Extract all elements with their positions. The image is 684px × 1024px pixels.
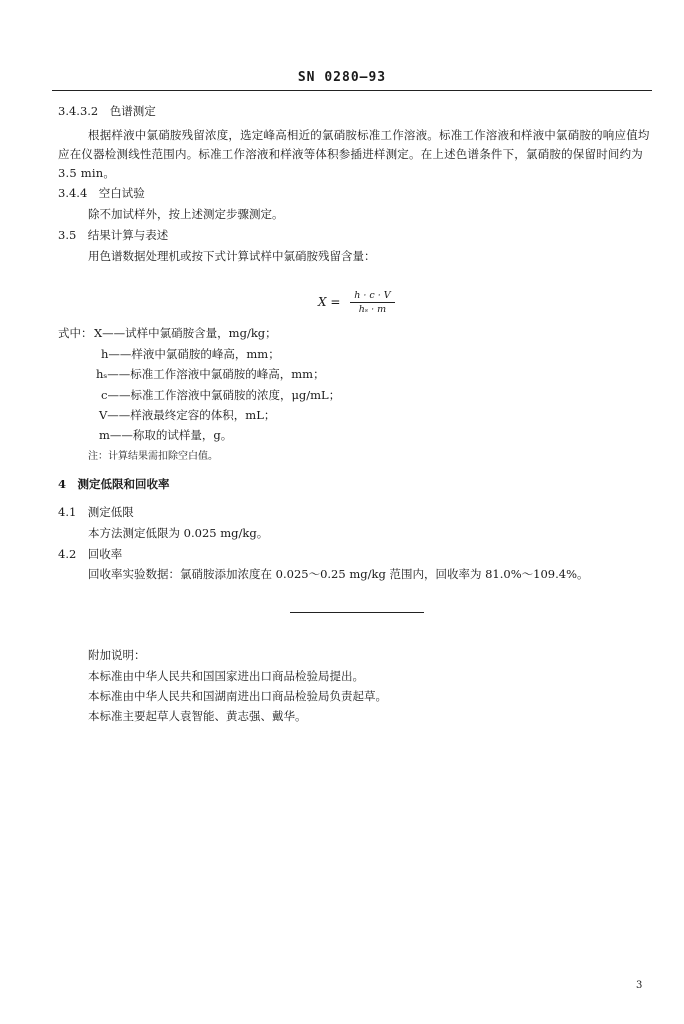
formula-numerator: h · c · V bbox=[350, 290, 394, 303]
section-3-4-4-heading: 3.4.4 空白试验 bbox=[58, 186, 145, 200]
standard-number-header: SN 0280—93 bbox=[297, 70, 387, 85]
variable-definition: X——试样中氯硝胺含量，mg/kg； bbox=[94, 326, 277, 340]
appendix-line: 本标准由中华人民共和国湖南进出口商品检验局负责起草。 bbox=[88, 689, 387, 703]
where-label: 式中： bbox=[58, 326, 93, 340]
section-4-heading: 4 测定低限和回收率 bbox=[58, 477, 170, 491]
calculation-note: 注：计算结果需扣除空白值。 bbox=[88, 451, 218, 462]
calculation-formula bbox=[318, 290, 395, 315]
appendix-line: 本标准主要起草人袁智能、黄志强、戴华。 bbox=[88, 709, 307, 723]
section-3-4-4-paragraph: 除不加试样外，按上述测定步骤测定。 bbox=[88, 207, 284, 221]
formula-fraction bbox=[350, 290, 394, 315]
variable-definition: c——标准工作溶液中氯硝胺的浓度，μg/mL； bbox=[101, 388, 341, 402]
section-3-4-3-2-heading: 3.4.3.2 色谱测定 bbox=[58, 104, 156, 118]
variable-definition: h——样液中氯硝胺的峰高，mm； bbox=[101, 347, 280, 361]
variable-definition: m——称取的试样量，g。 bbox=[99, 428, 233, 442]
section-3-5-heading: 3.5 结果计算与表述 bbox=[58, 228, 169, 242]
section-4-2-paragraph: 回收率实验数据：氯硝胺添加浓度在 0.025～0.25 mg/kg 范围内，回收率为 81.0%～109.4%。 bbox=[88, 567, 589, 581]
section-4-1-paragraph: 本方法测定低限为 0.025 mg/kg。 bbox=[88, 526, 269, 540]
appendix-title: 附加说明： bbox=[88, 648, 146, 662]
section-divider bbox=[290, 612, 424, 613]
section-4-2-heading: 4.2 回收率 bbox=[58, 547, 123, 561]
section-4-1-heading: 4.1 测定低限 bbox=[58, 505, 134, 519]
variable-definition: V——样液最终定容的体积，mL； bbox=[99, 408, 276, 422]
page-number: 3 bbox=[636, 980, 643, 991]
formula-denominator: hₛ · m bbox=[358, 304, 387, 315]
section-3-5-paragraph: 用色谱数据处理机或按下式计算试样中氯硝胺残留含量： bbox=[88, 249, 376, 263]
formula-lhs: X = bbox=[318, 295, 341, 309]
variable-definition: hₛ——标准工作溶液中氯硝胺的峰高，mm； bbox=[96, 367, 325, 381]
header-rule bbox=[52, 90, 652, 91]
section-3-4-3-2-paragraph: 根据样液中氯硝胺残留浓度，选定峰高相近的氯硝胺标准工作溶液。标准工作溶液和样液中氯硝胺的响应值均应在仪器检测线性范围内。标准工作溶液和样液等体积参插进样测定。在上述色谱条件下，氯硝胺的保留时间约为 3.5 min。 bbox=[58, 128, 650, 180]
appendix-line: 本标准由中华人民共和国国家进出口商品检验局提出。 bbox=[88, 669, 364, 683]
